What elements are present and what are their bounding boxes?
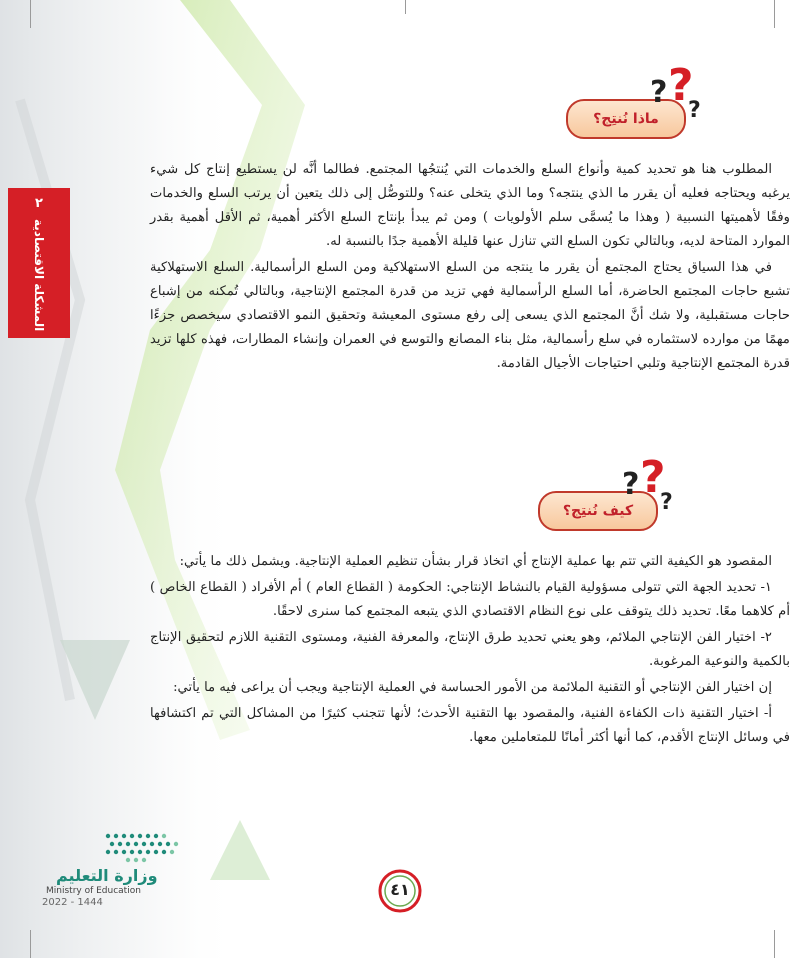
chapter-side-tab (8, 188, 70, 338)
ministry-name-arabic: وزارة التعليم (56, 866, 158, 885)
ministry-name-english: Ministry of Education (46, 886, 141, 896)
paragraph: المطلوب هنا هو تحديد كمية وأنواع السلع والخدمات التي يُنتجُها المجتمع. فطالما أنَّه لن يستطيع إنتاج كل شيء يرغبه ويحتاجه فعليه أن يقرر ما الذي ينتجه؟ وما الذي يتخلى عنه؟ وللتوصُّل إلى ذلك يتعين أن يرتب السلع والخدمات وفقًا لأهميتها النسبية ( وهذا ما يُسمَّى سلم الأولويات ) ومن ثم يبدأ بإنتاج السلع الأكثر أهمية، ثم الأقل أهمية بقدر الموارد المتاحة لديه، وبالتالي تكون السلع التي تنازل عنها قليلة الأهمية جدًا بالنسبة له. (150, 162, 790, 249)
list-item: أ- اختيار التقنية ذات الكفاءة الفنية، والمقصود بها التقنية الأحدث؛ لأنها تتجنب كثيرًا من المشاكل التي تم اكتشافها في وسائل الإنتاج الأقدم، كما أنها أكثر أمانًا للمتعاملين معها. (150, 706, 790, 745)
crop-mark-bottom-left (30, 930, 31, 958)
chapter-title: المشكلة الاقتصادية (32, 219, 46, 332)
section-heading-label: ماذا نُنتِج؟ (593, 111, 659, 127)
list-item: ١- تحديد الجهة التي تتولى مسؤولية القيام بالنشاط الإنتاجي: الحكومة ( القطاع العام ) أم الأفراد ( القطاع الخاص ) أم كلاهما معًا. تحديد ذلك يتوقف على نوع النظام الاقتصادي الذي يتبعه المجتمع كما سنرى لاحقًا. (150, 580, 790, 619)
chapter-number: ٢ (35, 196, 43, 211)
list-item: ٢- اختيار الفن الإنتاجي الملائم، وهو يعني تحديد طرق الإنتاج، والمعرفة الفنية، ومستوى التقنية اللازم لتحقيق الإنتاج بالكمية والنوعية المرغوبة. (150, 630, 790, 669)
moe-dots-icon (98, 828, 198, 864)
page-number-badge (377, 868, 423, 914)
question-marks-icon: ? ? ? (650, 60, 701, 123)
crop-mark-bottom-right (774, 930, 775, 958)
page-number: ٤١ (390, 880, 410, 899)
paragraph: إن اختيار الفن الإنتاجي أو التقنية الملائمة من الأمور الحساسة في العملية الإنتاجية ويجب أن يراعى فيه ما يأتي: (173, 680, 772, 695)
ministry-of-education-logo (18, 826, 198, 906)
paragraph: في هذا السياق يحتاج المجتمع أن يقرر ما ينتجه من السلع الاستهلاكية ومن السلع الرأسمالية. السلع الاستهلاكية تشبع حاجات المجتمع الحاضرة، أما السلع الرأسمالية فهي تزيد من قدرة المجتمع الإنتاجية، وبالتالي تُمكنه من إشباع حاجات مستقبلية، ولا شك أنَّ المجتمع الذي يسعى إلى رفع مستوى المعيشة وتحقيق النمو الاقتصادي سيخصص جزءًا مهمًا من موارده لاستثماره في سلع رأسمالية، مثل بناء المصانع والتوسع في العمران وإنشاء المطارات، فهذه كلها تزيد قدرة المجتمع الإنتاجية وتلبي احتياجات الأجيال القادمة. (150, 260, 790, 371)
paragraph: المقصود هو الكيفية التي تتم بها عملية الإنتاج أي اتخاذ قرار بشأن تنظيم العملية الإنتاجية. ويشمل ذلك ما يأتي: (179, 554, 772, 569)
section-heading-label: كيف نُنتِج؟ (562, 503, 634, 519)
question-marks-icon: ? ? ? (622, 452, 673, 515)
section2-body (150, 550, 790, 752)
section1-body (150, 158, 790, 378)
crop-mark-top-center (405, 0, 406, 14)
edition-year: 2022 - 1444 (42, 897, 103, 908)
crop-mark-top-right (774, 0, 775, 28)
crop-mark-top-left (30, 0, 31, 28)
